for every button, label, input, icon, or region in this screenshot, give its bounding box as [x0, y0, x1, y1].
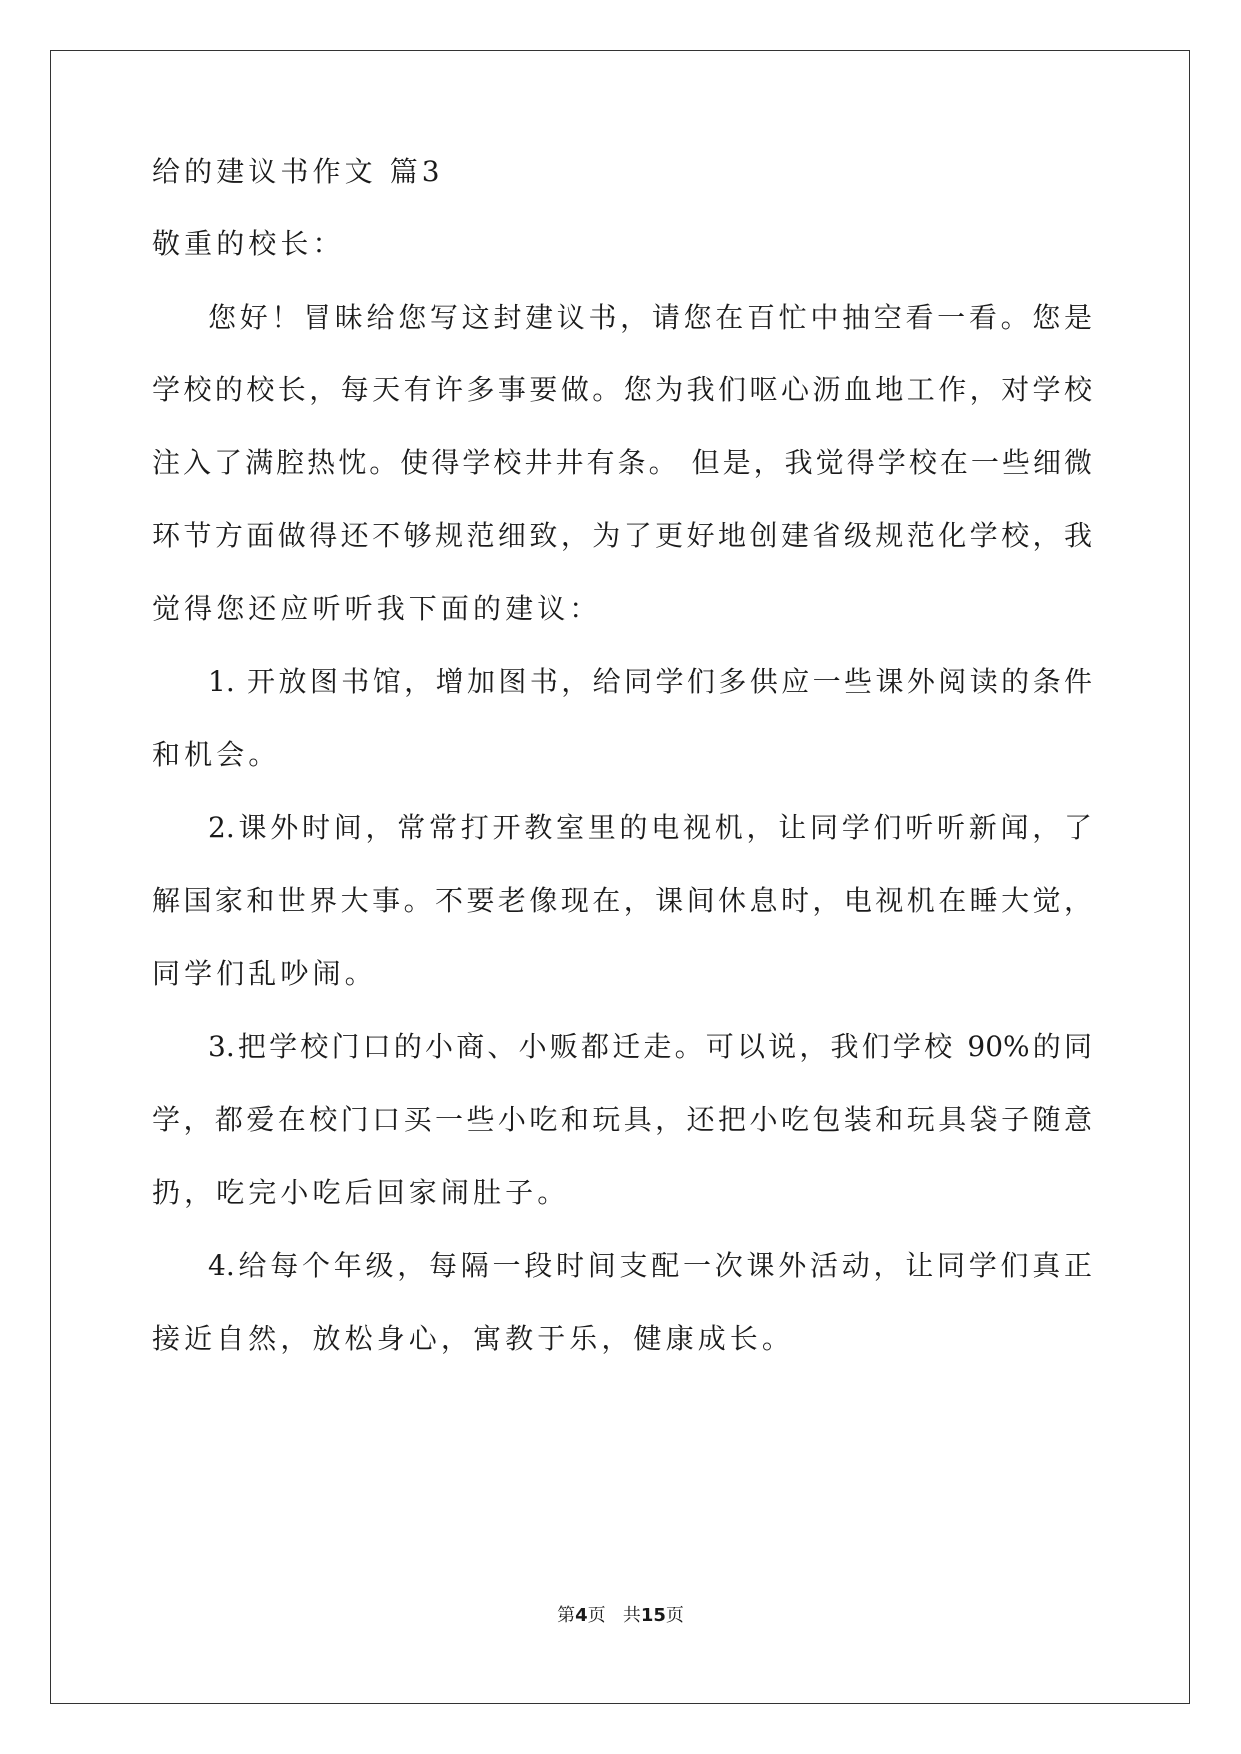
page-number: 4: [575, 1605, 588, 1626]
total-suffix: 页: [665, 1605, 684, 1626]
document-title: 给的建议书作文 篇3: [152, 155, 444, 188]
suggestion-1-line: 1. 开放图书馆，增加图书，给同学们多供应一些课外阅读的条件: [208, 665, 1092, 698]
paragraph-line: 学校的校长，每天有许多事要做。您为我们呕心沥血地工作，对学校: [152, 373, 1092, 406]
suggestion-3-line: 3.把学校门口的小商、小贩都迁走。可以说，我们学校 90%的同: [208, 1030, 1092, 1063]
suggestion-2-line: 解国家和世界大事。不要老像现在，课间休息时，电视机在睡大觉，: [152, 884, 1092, 917]
paragraph-line: 注入了满腔热忱。使得学校井井有条。 但是，我觉得学校在一些细微: [152, 446, 1092, 479]
suggestion-1-line: 和机会。: [152, 738, 281, 771]
suggestion-4-line: 接近自然，放松身心，寓教于乐，健康成长。: [152, 1322, 795, 1355]
total-prefix: 共: [622, 1605, 641, 1626]
page-suffix: 页: [587, 1605, 606, 1626]
suggestion-2-line: 同学们乱吵闹。: [152, 957, 377, 990]
suggestion-3-line: 学，都爱在校门口买一些小吃和玩具，还把小吃包装和玩具袋子随意: [152, 1103, 1092, 1136]
suggestion-4-line: 4.给每个年级，每隔一段时间支配一次课外活动，让同学们真正: [208, 1249, 1092, 1282]
suggestion-3-line: 扔，吃完小吃后回家闹肚子。: [152, 1176, 570, 1209]
salutation: 敬重的校长：: [152, 227, 345, 260]
paragraph-line: 环节方面做得还不够规范细致，为了更好地创建省级规范化学校，我: [152, 519, 1092, 552]
total-pages: 15: [640, 1605, 666, 1626]
paragraph-line: 觉得您还应听听我下面的建议：: [152, 592, 602, 625]
page-prefix: 第: [557, 1605, 576, 1626]
paragraph-line: 您好！冒昧给您写这封建议书，请您在百忙中抽空看一看。您是: [208, 301, 1092, 334]
suggestion-2-line: 2.课外时间，常常打开教室里的电视机，让同学们听听新闻，了: [208, 811, 1092, 844]
page-footer: [0, 1604, 1241, 1628]
